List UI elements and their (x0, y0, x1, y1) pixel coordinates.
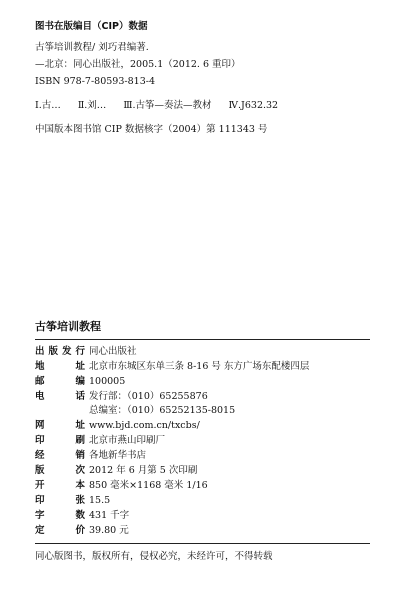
label-edition: 版次 (35, 465, 85, 476)
row-address (35, 361, 309, 373)
book-title: 古筝培训教程 (35, 320, 101, 333)
value-postcode: 100005 (89, 376, 126, 387)
row-postcode (35, 376, 125, 388)
label-website: 网址 (35, 420, 85, 431)
value-price: 39.80 元 (89, 525, 129, 536)
value-sheets: 15.5 (89, 495, 111, 506)
row-edition (35, 465, 197, 477)
label-sheets: 印张 (35, 495, 85, 506)
row-format (35, 480, 208, 492)
cip-class-1: Ⅰ.古… (35, 100, 61, 111)
label-publisher: 出版发行 (35, 346, 85, 357)
cip-isbn: ISBN 978-7-80593-813-4 (35, 76, 155, 87)
cip-line-publisher: —北京：同心出版社，2005.1（2012. 6 重印） (35, 59, 241, 70)
row-website (35, 420, 200, 432)
value-address: 北京市东城区东单三条 8-16 号 东方广场东配楼四层 (89, 361, 310, 372)
cip-class-2: Ⅱ.刘… (77, 100, 107, 111)
row-printer (35, 435, 165, 447)
label-postcode: 邮编 (35, 376, 85, 387)
label-address: 地址 (35, 361, 85, 372)
value-edition: 2012 年 6 月第 5 次印刷 (89, 465, 198, 476)
cip-class-3: Ⅲ.古筝—奏法—教材 (123, 100, 212, 111)
row-phone (35, 391, 208, 403)
row-words (35, 510, 129, 522)
value-format: 850 毫米×1168 毫米 1/16 (89, 480, 208, 491)
value-phone-sales: 发行部：（010）65255876 (89, 391, 208, 402)
label-format: 开本 (35, 480, 85, 491)
value-website: www.bjd.com.cn/txcbs/ (89, 420, 200, 431)
value-words: 431 千字 (89, 510, 130, 521)
label-phone: 电话 (35, 391, 85, 402)
row-sheets (35, 495, 110, 507)
label-distributor: 经销 (35, 450, 85, 461)
divider-bottom (35, 543, 370, 544)
cip-line-title-author: 古筝培训教程/ 刘巧君编著. (35, 42, 149, 53)
copyright-notice: 同心版图书，版权所有，侵权必究，未经许可，不得转载 (35, 551, 273, 562)
value-phone-editorial: 总编室：（010）65252135-8015 (89, 405, 236, 416)
divider-top (35, 339, 370, 340)
label-printer: 印刷 (35, 435, 85, 446)
cip-class-4: Ⅳ.J632.32 (228, 100, 279, 111)
cip-classifications (35, 100, 292, 112)
value-distributor: 各地新华书店 (89, 450, 147, 461)
value-printer: 北京市燕山印刷厂 (89, 435, 166, 446)
cip-heading: 图书在版编目（CIP）数据 (35, 21, 148, 32)
row-distributor (35, 450, 146, 462)
row-price (35, 525, 129, 537)
label-price: 定价 (35, 525, 85, 536)
label-words: 字数 (35, 510, 85, 521)
row-publisher (35, 346, 137, 358)
value-publisher: 同心出版社 (89, 346, 137, 357)
cip-record: 中国版本图书馆 CIP 数据核字（2004）第 111343 号 (35, 124, 268, 135)
